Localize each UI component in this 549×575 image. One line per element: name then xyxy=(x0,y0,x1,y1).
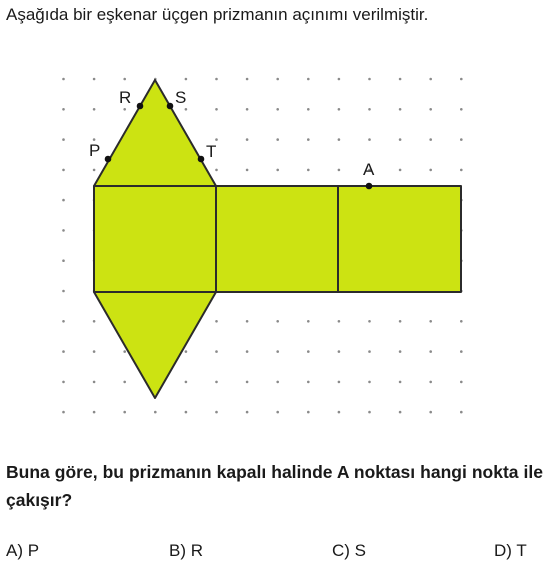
choice-b[interactable]: B) R xyxy=(169,541,203,560)
grid-dot xyxy=(399,108,402,111)
grid-dot xyxy=(460,169,463,172)
grid-dot xyxy=(154,411,157,414)
grid-dot xyxy=(93,381,96,384)
grid-dot xyxy=(123,78,126,81)
grid-dot xyxy=(93,411,96,414)
grid-dot xyxy=(338,350,341,353)
grid-dot xyxy=(460,350,463,353)
grid-dot xyxy=(460,138,463,141)
grid-dot xyxy=(215,381,218,384)
grid-dot xyxy=(276,169,279,172)
grid-dot xyxy=(215,320,218,323)
grid-dot xyxy=(368,381,371,384)
grid-dot xyxy=(123,350,126,353)
grid-dot xyxy=(460,381,463,384)
grid-dot xyxy=(62,138,65,141)
grid-dot xyxy=(276,320,279,323)
grid-dot xyxy=(429,108,432,111)
grid-dot xyxy=(185,108,188,111)
grid-dot xyxy=(399,78,402,81)
grid-dot xyxy=(399,411,402,414)
grid-dot xyxy=(368,350,371,353)
grid-dot xyxy=(62,108,65,111)
grid-dot xyxy=(62,290,65,293)
point-s-label: S xyxy=(175,88,187,107)
grid-dot xyxy=(429,381,432,384)
grid-dot xyxy=(185,411,188,414)
grid-dot xyxy=(123,411,126,414)
grid-dot xyxy=(62,320,65,323)
point-p-label: P xyxy=(89,141,101,160)
point-a-marker xyxy=(366,183,373,190)
grid-dot xyxy=(276,381,279,384)
grid-dot xyxy=(368,320,371,323)
grid-dot xyxy=(338,169,341,172)
grid-dot xyxy=(338,78,341,81)
grid-dot xyxy=(246,411,249,414)
grid-dot xyxy=(93,78,96,81)
grid-dot xyxy=(338,320,341,323)
point-r-label: R xyxy=(119,88,132,107)
grid-dot xyxy=(429,138,432,141)
grid-dot xyxy=(123,381,126,384)
grid-dot xyxy=(307,78,310,81)
grid-dot xyxy=(368,108,371,111)
grid-dot xyxy=(460,108,463,111)
grid-dot xyxy=(215,78,218,81)
grid-dot xyxy=(185,381,188,384)
point-s-marker xyxy=(167,103,174,110)
grid-dot xyxy=(399,320,402,323)
grid-dot xyxy=(460,320,463,323)
grid-dot xyxy=(62,381,65,384)
grid-dot xyxy=(215,350,218,353)
grid-dot xyxy=(215,108,218,111)
grid-dot xyxy=(307,169,310,172)
grid-dot xyxy=(246,138,249,141)
grid-dot xyxy=(429,78,432,81)
grid-dot xyxy=(62,169,65,172)
grid-dot xyxy=(429,411,432,414)
grid-dot xyxy=(62,229,65,232)
grid-dot xyxy=(399,350,402,353)
right-rectangle-face xyxy=(338,186,461,292)
grid-dot xyxy=(246,108,249,111)
grid-dot xyxy=(185,350,188,353)
grid-dot xyxy=(123,108,126,111)
point-t-label: T xyxy=(206,142,217,161)
grid-dot xyxy=(368,138,371,141)
grid-dot xyxy=(338,108,341,111)
grid-dot xyxy=(338,411,341,414)
grid-dot xyxy=(276,108,279,111)
grid-dot xyxy=(307,350,310,353)
grid-dot xyxy=(93,169,96,172)
grid-dot xyxy=(460,78,463,81)
grid-dot xyxy=(62,78,65,81)
grid-dot xyxy=(246,381,249,384)
grid-dot xyxy=(307,138,310,141)
grid-dot xyxy=(215,138,218,141)
grid-dot xyxy=(429,320,432,323)
grid-dot xyxy=(93,108,96,111)
grid-dot xyxy=(460,411,463,414)
grid-dot xyxy=(368,411,371,414)
grid-dot xyxy=(307,320,310,323)
grid-dot xyxy=(62,259,65,262)
grid-dot xyxy=(399,138,402,141)
grid-dot xyxy=(62,411,65,414)
choice-a[interactable]: A) P xyxy=(6,541,40,560)
top-triangle-face xyxy=(94,80,216,186)
grid-dot xyxy=(93,350,96,353)
grid-dot xyxy=(246,320,249,323)
grid-dot xyxy=(429,350,432,353)
point-r-marker xyxy=(137,103,144,110)
left-rectangle-face xyxy=(94,186,216,292)
grid-dot xyxy=(276,78,279,81)
grid-dot xyxy=(246,78,249,81)
grid-dot xyxy=(399,381,402,384)
point-a-label: A xyxy=(363,160,375,179)
grid-dot xyxy=(246,350,249,353)
grid-dot xyxy=(338,381,341,384)
intro-text: Aşağıda bir eşkenar üçgen prizmanın açınımı verilmiştir. xyxy=(6,5,429,24)
prism-net xyxy=(94,80,461,398)
grid-dot xyxy=(429,169,432,172)
grid-dot xyxy=(276,411,279,414)
bottom-triangle-face xyxy=(94,292,216,398)
grid-dot xyxy=(62,350,65,353)
grid-dot xyxy=(307,411,310,414)
grid-dot xyxy=(276,138,279,141)
grid-dot xyxy=(62,199,65,202)
choice-d[interactable]: D) T xyxy=(494,541,527,560)
choice-c[interactable]: C) S xyxy=(332,541,366,560)
point-p-marker xyxy=(105,156,112,163)
grid-dot xyxy=(185,78,188,81)
grid-dot xyxy=(246,169,249,172)
grid-dot xyxy=(399,169,402,172)
grid-dot xyxy=(307,108,310,111)
middle-rectangle-face xyxy=(216,186,338,292)
point-t-marker xyxy=(198,156,205,163)
grid-dot xyxy=(276,350,279,353)
grid-dot xyxy=(338,138,341,141)
grid-dot xyxy=(307,381,310,384)
grid-dot xyxy=(215,411,218,414)
grid-dot xyxy=(368,78,371,81)
question-text: Buna göre, bu prizmanın kapalı halinde A noktası hangi nokta ile çakışır? xyxy=(6,462,543,510)
grid-dot xyxy=(93,320,96,323)
grid-dot xyxy=(215,169,218,172)
